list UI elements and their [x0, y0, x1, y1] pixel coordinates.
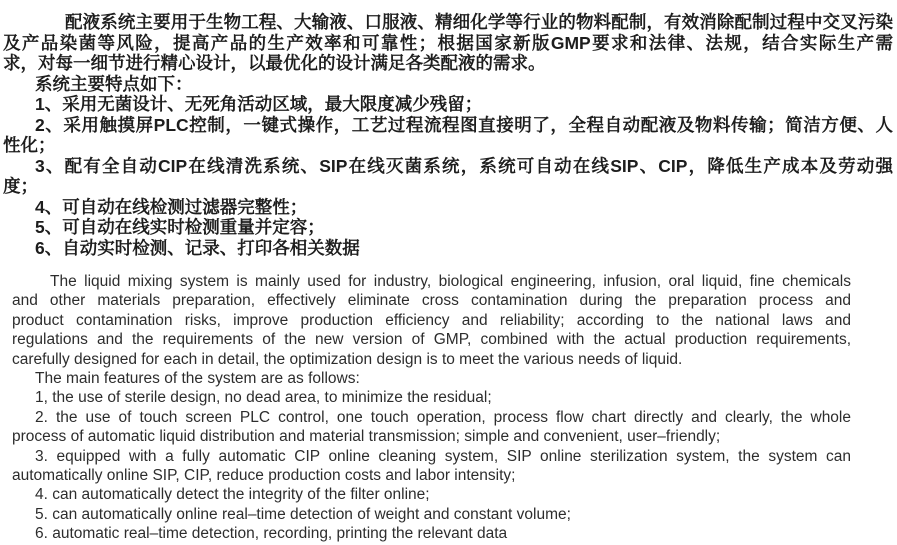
text-line: 2. the use of touch screen PLC control, one touch operation, process flow chart directly and clearly, the whole [35, 408, 851, 426]
text-line: automatically online SIP, CIP, reduce production costs and labor intensity; [12, 467, 516, 485]
text-line: 配液系统主要用于生物工程、大输液、口服液、精细化学等行业的物料配制，有效消除配制过程中交叉污染 [65, 12, 893, 32]
text-line: and other materials preparation, effectively eliminate cross contamination during the preparation process and [12, 292, 851, 310]
feature-item [12, 485, 851, 504]
chinese-feature-list [3, 94, 893, 258]
feature-item [12, 408, 851, 447]
english-features-heading [12, 369, 851, 388]
text-line: 度； [3, 176, 38, 196]
feature-item [3, 115, 893, 156]
text-line: 系统主要特点如下： [35, 73, 193, 94]
feature-item [3, 217, 893, 238]
text-line: 3. equipped with a fully automatic CIP online cleaning system, SIP online sterilization system, the system can [35, 447, 851, 465]
chinese-intro-paragraph [3, 12, 893, 74]
feature-item [12, 388, 851, 407]
text-line: 1、采用无菌设计、无死角活动区域，最大限度减少残留； [35, 94, 483, 114]
text-line: 6、自动实时检测、记录、打印各相关数据 [35, 237, 360, 258]
chinese-features-heading [3, 74, 893, 95]
english-section [0, 258, 897, 544]
feature-item [12, 505, 851, 524]
english-intro-paragraph [12, 272, 851, 369]
text-line: 5、可自动在线实时检测重量并定容； [35, 217, 325, 237]
english-feature-list [12, 388, 851, 543]
text-line: process of automatic liquid distribution and material transmission; simple and convenient, user–friendly; [12, 428, 721, 446]
text-line: regulations and the requirements of the new version of GMP, combined with the actual production requirements, [12, 331, 851, 349]
text-line: The main features of the system are as follows: [35, 370, 360, 388]
text-line: 求，对每一细节进行精心设计，以最优化的设计满足各类配液的需求。 [3, 53, 546, 73]
text-line: 及产品染菌等风险，提高产品的生产效率和可靠性；根据国家新版GMP要求和法律、法规，结合实际生产需 [3, 32, 893, 53]
text-line: carefully designed for each in detail, the optimization design is to meet the various needs of liquid. [12, 350, 683, 368]
feature-item [3, 156, 893, 197]
text-line: 4、可自动在线检测过滤器完整性； [35, 196, 308, 217]
text-line: 3、配有全自动CIP在线清洗系统、SIP在线灭菌系统，系统可自动在线SIP、CIP，降低生产成本及劳动强 [35, 155, 893, 176]
text-line: 1, the use of sterile design, no dead area, to minimize the residual; [35, 389, 492, 407]
text-line: 2、采用触摸屏PLC控制，一键式操作，工艺过程流程图直接明了，全程自动配液及物料传输；简洁方便、人 [35, 114, 893, 135]
text-line: 6. automatic real–time detection, recording, printing the relevant data [35, 525, 508, 543]
feature-item [3, 94, 893, 115]
feature-item [3, 197, 893, 218]
chinese-section [0, 0, 897, 258]
text-line: 5. can automatically online real–time detection of weight and constant volume; [35, 505, 571, 523]
text-line: 性化； [3, 135, 56, 155]
feature-item [12, 447, 851, 486]
text-line: 4. can automatically detect the integrity of the filter online; [35, 486, 430, 504]
text-line: The liquid mixing system is mainly used for industry, biological engineering, infusion, oral liquid, fine chemicals [50, 273, 851, 290]
feature-item [3, 238, 893, 259]
text-line: product contamination risks, improve production efficiency and reliability; according to the national laws and [12, 311, 851, 329]
feature-item [12, 524, 851, 543]
